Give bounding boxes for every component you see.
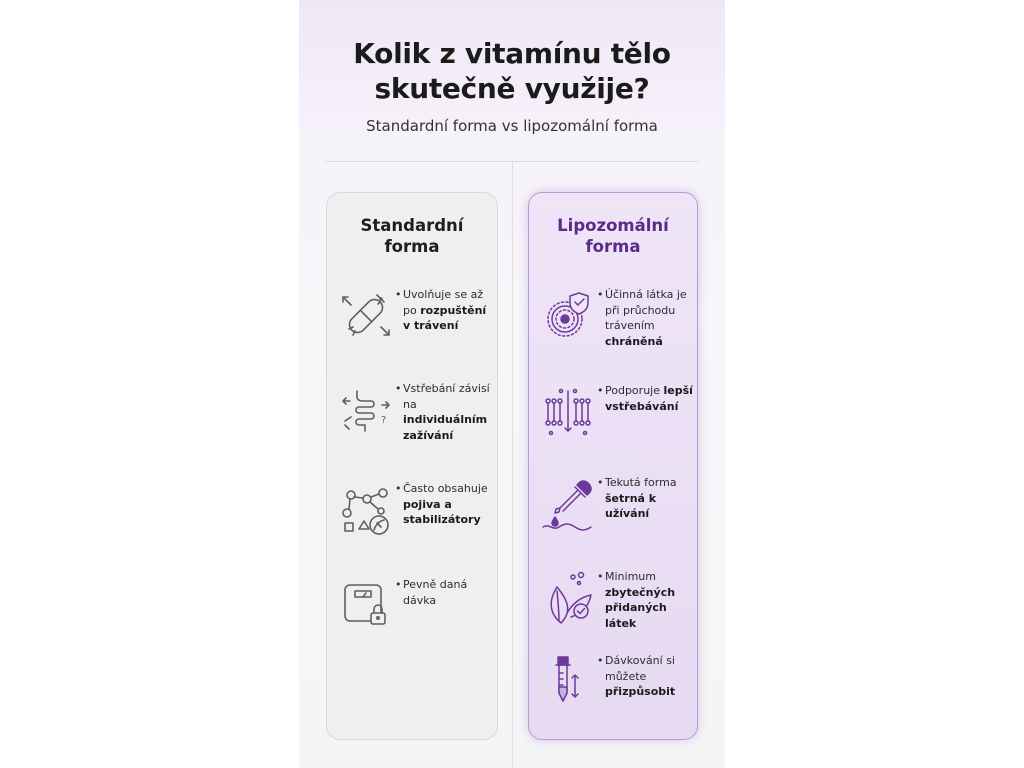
liposomal-form-card: Lipozomální forma • Účinná látka je při průchodu trávením chráněná • Podporuje lepší vstřebávání • Tekutá forma šetrná k užívání • Minimum zbytečných přidaných látek • Dávkování si můžete přizpůsobit <box>528 192 698 740</box>
capsule-dissolve-icon <box>337 287 395 345</box>
standard-feature-text: Často obsahuje pojiva a stabilizátory <box>403 482 488 526</box>
intestine-icon <box>337 381 395 439</box>
standard-form-card: Standardní forma • Uvolňuje se až po rozpuštění v trávení ? • Vstřebání závisí na individuálním zažívání • Často obsahuje pojiva a stabilizátory • Pevně daná dávka <box>326 192 498 740</box>
standard-feature-text: Uvolňuje se až po rozpuštění v trávení <box>403 288 487 332</box>
liposome-shield-icon <box>539 287 597 345</box>
liposomal-feature-text: Tekutá forma šetrná k užívání <box>605 476 677 520</box>
page-title: Kolik z vitamínu tělo skutečně využije? <box>353 37 671 105</box>
molecule-additives-icon <box>337 481 395 539</box>
liposomal-feature-text: Dávkování si můžete přizpůsobit <box>605 654 676 698</box>
dropper-icon <box>539 475 597 533</box>
column-divider <box>512 162 513 768</box>
standard-form-title: Standardní forma <box>360 216 464 256</box>
standard-feature-text: Pevně daná dávka <box>403 578 468 607</box>
leaf-check-icon <box>539 569 597 627</box>
infographic <box>299 0 725 768</box>
liposomal-feature-text: Minimum zbytečných přidaných látek <box>605 570 676 630</box>
liposomal-feature-text: Účinná látka je při průchodu trávením chráněná <box>605 288 687 348</box>
svg-text:?: ? <box>381 415 387 426</box>
scale-lock-icon <box>337 577 395 635</box>
liposomal-feature-text: Podporuje lepší vstřebávání <box>605 384 693 413</box>
membrane-absorption-icon <box>539 383 597 441</box>
pipette-dose-icon <box>539 653 597 711</box>
standard-feature-text: Vstřebání závisí na individuálním zažívání <box>403 382 490 442</box>
page-subtitle: Standardní forma vs lipozomální forma <box>366 117 658 135</box>
liposomal-form-title: Lipozomální forma <box>557 216 669 256</box>
